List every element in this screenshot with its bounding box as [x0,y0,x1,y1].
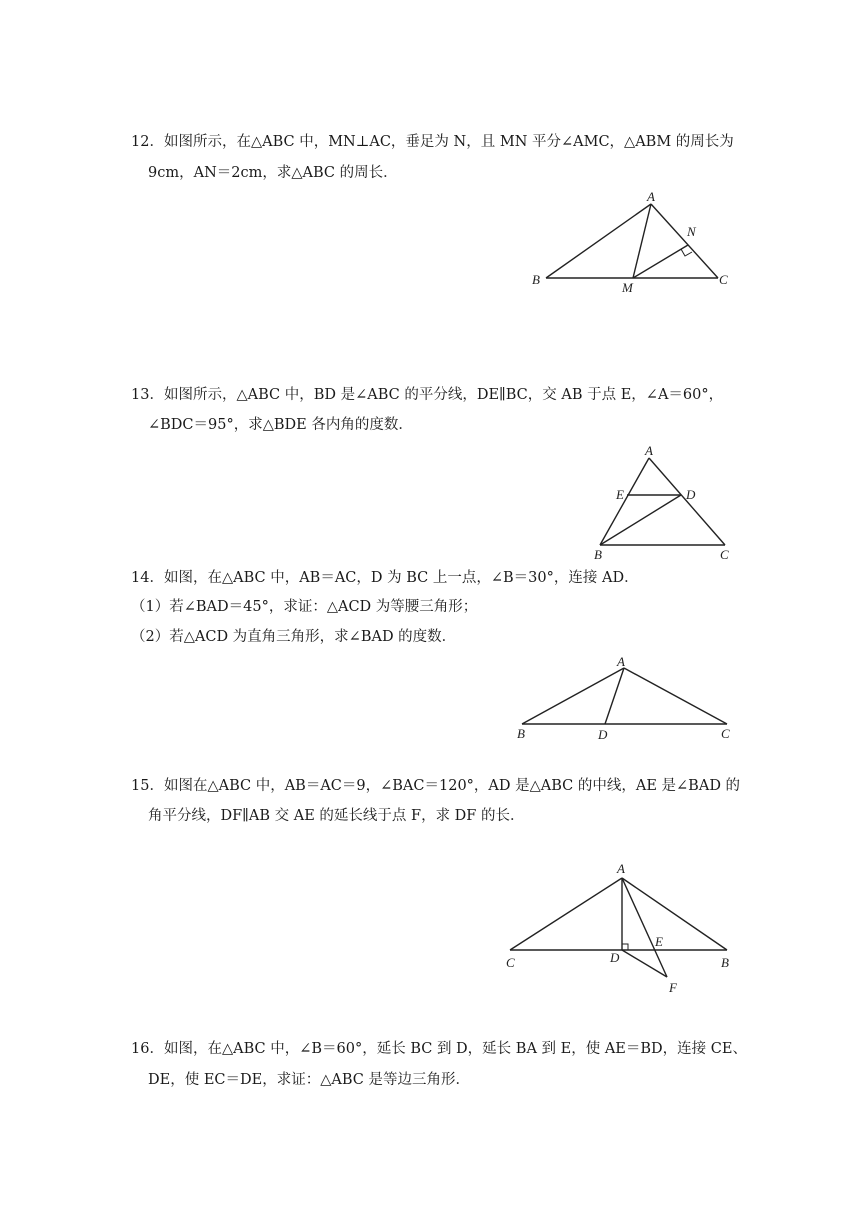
label-a: A [645,443,653,458]
label-b: B [594,547,602,562]
label-e: E [616,487,624,502]
label-b: B [517,726,525,741]
problem-14-line-1: 14．如图，在△ABC 中，AB＝AC，D 为 BC 上一点，∠B＝30°，连接 AD． [131,570,639,586]
label-f: F [669,980,677,995]
label-m: M [622,280,633,295]
label-b: B [721,955,729,970]
problem-15-line-1: 15．如图在△ABC 中，AB＝AC＝9，∠BAC＝120°，AD 是△ABC 的中线，AE 是∠BAD 的 [131,778,741,794]
problem-16-line-1: 16．如图，在△ABC 中，∠B＝60°，延长 BC 到 D，延长 BA 到 E，使 AE＝BD，连接 CE、 [131,1041,747,1057]
label-c: C [506,955,515,970]
right-angle-mark [622,944,628,950]
problem-14-line-2: （1）若∠BAD＝45°，求证：△ACD 为等腰三角形； [131,599,478,615]
problem-16-line-2: DE，使 EC＝DE，求证：△ABC 是等边三角形． [148,1072,470,1088]
label-e: E [655,934,663,949]
label-c: C [720,547,729,562]
label-a: A [617,861,625,876]
label-n: N [687,224,696,239]
label-a: A [617,654,625,669]
problem-12-line-1: 12．如图所示，在△ABC 中，MN⊥AC，垂足为 N，且 MN 平分∠AMC，△ABM 的周长为 [131,134,734,150]
label-b: B [532,272,540,287]
segment-ac [510,878,622,950]
label-d: D [598,727,608,742]
label-d: D [686,487,696,502]
problem-12-line-2: 9cm，AN＝2cm，求△ABC 的周长． [148,165,398,181]
label-a: A [647,189,655,204]
problem-13-line-1: 13．如图所示，△ABC 中，BD 是∠ABC 的平分线，DE∥BC，交 AB 于点 E，∠A＝60°， [131,387,724,403]
problem-13-line-2: ∠BDC＝95°，求△BDE 各内角的度数． [148,417,413,433]
problem-15-line-2: 角平分线，DF∥AB 交 AE 的延长线于点 F，求 DF 的长． [148,808,525,824]
label-c: C [721,726,730,741]
label-d: D [610,950,620,965]
label-c: C [719,272,728,287]
problem-14-line-3: （2）若△ACD 为直角三角形，求∠BAD 的度数． [131,629,457,645]
